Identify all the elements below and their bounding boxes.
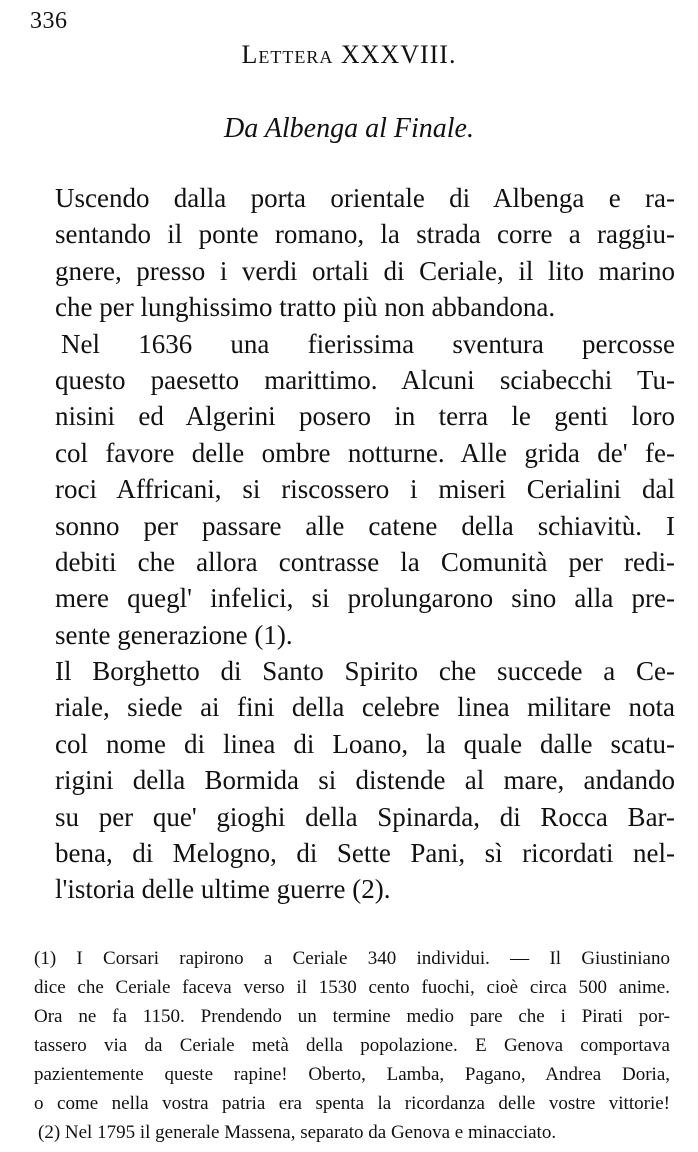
body-line: sente generazione (1). (55, 619, 293, 650)
body-line: nisini ed Algerini posero in terra le genti loro (55, 401, 675, 432)
body-line: Il Borghetto di Santo Spirito che succede a Ce- (55, 656, 675, 687)
body-line: Uscendo dalla porta orientale di Albenga e ra- (55, 183, 675, 213)
footnote-line: (1) I Corsari rapirono a Ceriale 340 individui. — Il Giustiniano (34, 948, 670, 969)
footnote-line: o come nella vostra patria era spenta la ricordanza delle vostre vittorie! (34, 1093, 670, 1114)
body-line: sentando il ponte romano, la strada corre a raggiu- (55, 219, 675, 250)
body-text (55, 180, 675, 908)
footnote-line: pazientemente queste rapine! Oberto, Lamba, Pagano, Andrea Doria, (34, 1064, 670, 1085)
body-line: mere quegl' infelici, si prolungarono sino alla pre- (55, 583, 675, 614)
footnote-line: dice che Ceriale faceva verso il 1530 cento fuochi, cioè circa 500 anime. (34, 977, 670, 998)
letter-subtitle: Da Albenga al Finale. (224, 113, 474, 144)
body-line: che per lunghissimo tratto più non abbandona. (55, 292, 556, 323)
footnotes (34, 944, 670, 1147)
body-line: sonno per passare alle catene della schiavitù. I (55, 510, 675, 541)
footnote-line: tassero via da Ceriale metà della popolazione. E Genova comportava (34, 1035, 670, 1056)
chapter-title: Lettera XXXVIII. (241, 40, 457, 69)
body-line: roci Affricani, si riscossero i miseri Cerialini dal (55, 474, 675, 505)
footnote-line: (2) Nel 1795 il generale Massena, separato da Genova e minacciato. (38, 1122, 557, 1143)
body-line: l'istoria delle ultime guerre (2). (55, 874, 391, 905)
body-line: rigini della Bormida si distende al mare, andando (55, 765, 675, 796)
body-line: gnere, presso i verdi ortali di Ceriale, il lito marino (55, 255, 675, 286)
body-line: questo paesetto marittimo. Alcuni sciabecchi Tu- (55, 364, 675, 395)
body-line: Nel 1636 una fierissima sventura percosse (61, 328, 675, 359)
footnote-line: Ora ne fa 1150. Prendendo un termine medio pare che i Pirati por- (34, 1006, 670, 1027)
body-line: bena, di Melogno, di Sette Pani, sì ricordati nel- (55, 838, 675, 869)
body-line: su per que' gioghi della Spinarda, di Rocca Bar- (55, 801, 675, 832)
body-line: riale, siede ai fini della celebre linea militare nota (55, 692, 675, 723)
page-number: 336 (30, 8, 68, 34)
body-line: col nome di linea di Loano, la quale dalle scatu- (55, 728, 675, 759)
body-line: col favore delle ombre notturne. Alle grida de' fe- (55, 437, 675, 468)
body-line: debiti che allora contrasse la Comunità per redi- (55, 546, 675, 577)
